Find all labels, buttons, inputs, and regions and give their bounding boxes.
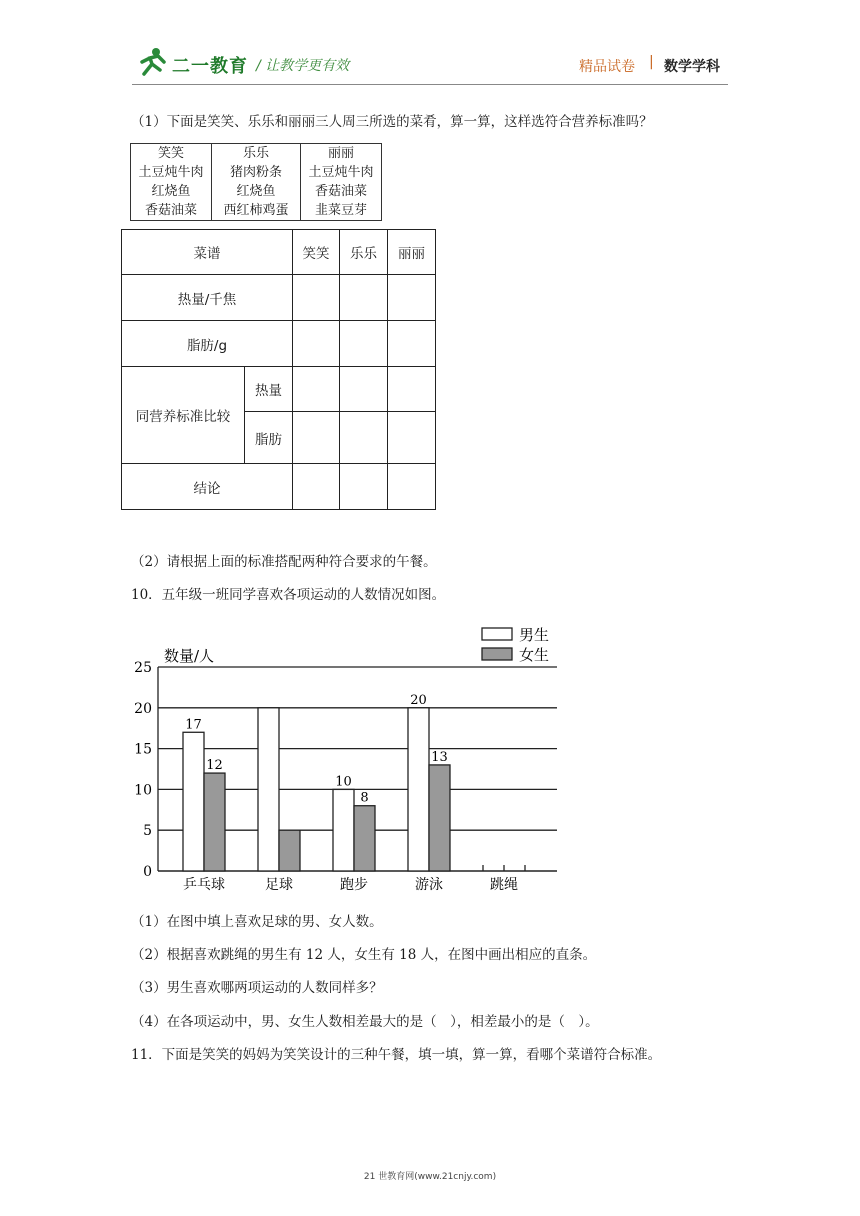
logo-runner-icon <box>136 44 172 78</box>
q10-stem: 10．五年级一班同学喜欢各项运动的人数情况如图。 <box>131 587 446 603</box>
table-cell[interactable] <box>340 367 388 412</box>
header-rule <box>132 84 728 85</box>
table-person-lele: 乐乐 <box>340 230 388 275</box>
y-tick-label: 5 <box>143 823 152 840</box>
table-cell[interactable] <box>388 464 436 510</box>
row-compare-label: 同营养标准比较 <box>122 367 245 464</box>
bar-boys <box>408 708 429 871</box>
sub-fat-label: 脂肪 <box>245 412 293 464</box>
table-cell[interactable] <box>293 464 340 510</box>
q10-question-1: （1）在图中填上喜欢足球的男、女人数。 <box>131 914 383 930</box>
table-cell[interactable] <box>293 321 340 367</box>
bar-girls <box>429 765 450 871</box>
bar-boys <box>333 789 354 871</box>
y-tick-label: 25 <box>134 660 152 676</box>
table-header-cell: 菜谱 <box>122 230 293 275</box>
y-tick-label: 10 <box>134 782 152 799</box>
brand-name: 二一教育 <box>172 56 248 77</box>
q9-part1: （1）下面是笑笑、乐乐和丽丽三人周三所选的菜肴，算一算，这样选符合营养标准吗？ <box>131 114 653 130</box>
x-tick-label: 乒乓球 <box>183 877 225 893</box>
table-cell[interactable] <box>340 275 388 321</box>
table-cell[interactable] <box>293 275 340 321</box>
bar-value-label: 20 <box>410 692 427 708</box>
q10-question-3: （3）男生喜欢哪两项运动的人数同样多？ <box>131 980 383 996</box>
page-footer: 21 世教育网(www.21cnjy.com) <box>363 1172 497 1182</box>
row-heat-label: 热量/千焦 <box>122 275 293 321</box>
x-tick-label: 游泳 <box>415 877 443 893</box>
row-conclusion-label: 结论 <box>122 464 293 510</box>
legend-label-boys: 男生 <box>519 626 550 644</box>
table-cell[interactable] <box>293 412 340 464</box>
table-person-xiaoxiao: 笑笑 <box>293 230 340 275</box>
header-right-label: 精品试卷 <box>579 59 635 75</box>
nutrition-table <box>121 229 436 510</box>
x-tick-label: 跑步 <box>340 877 368 893</box>
legend-swatch-girls <box>482 648 512 660</box>
bar-value-label: 12 <box>206 758 223 774</box>
table-cell[interactable] <box>388 275 436 321</box>
table-cell[interactable] <box>388 412 436 464</box>
chart-legend <box>482 626 549 664</box>
menu-lele: 乐乐 猪肉粉条 红烧鱼 西红柿鸡蛋 <box>212 144 301 221</box>
x-tick-label: 跳绳 <box>490 877 518 893</box>
q11-stem: 11．下面是笑笑的妈妈为笑笑设计的三种午餐，填一填，算一算，看哪个菜谱符合标准。 <box>131 1047 662 1063</box>
y-tick-label: 0 <box>143 864 152 880</box>
bar-value-label: 8 <box>360 790 369 806</box>
table-person-lili: 丽丽 <box>388 230 436 275</box>
header-subject: 数学学科 <box>664 59 720 75</box>
bar-value-label: 17 <box>185 717 202 733</box>
sports-bar-chart <box>120 620 570 900</box>
q9-part2: （2）请根据上面的标准搭配两种符合要求的午餐。 <box>131 554 437 570</box>
table-cell[interactable] <box>388 321 436 367</box>
y-axis-label: 数量/人 <box>164 647 215 665</box>
legend-label-girls: 女生 <box>519 646 550 664</box>
brand-slogan: / 让教学更有效 <box>256 58 350 74</box>
table-cell[interactable] <box>340 321 388 367</box>
bar-girls <box>204 773 225 871</box>
table-cell[interactable] <box>293 367 340 412</box>
bar-girls <box>279 830 300 871</box>
sub-heat-label: 热量 <box>245 367 293 412</box>
table-cell[interactable] <box>340 412 388 464</box>
bar-value-label: 13 <box>431 749 448 765</box>
menu-table <box>130 143 382 221</box>
q10-question-2: （2）根据喜欢跳绳的男生有 12 人，女生有 18 人，在图中画出相应的直条。 <box>131 947 597 963</box>
row-fat-label: 脂肪/g <box>122 321 293 367</box>
menu-lili: 丽丽 土豆炖牛肉 香菇油菜 韭菜豆芽 <box>301 144 382 221</box>
bar-girls <box>354 806 375 871</box>
x-tick-label: 足球 <box>265 877 293 893</box>
y-tick-label: 15 <box>134 741 152 758</box>
table-cell[interactable] <box>388 367 436 412</box>
bar-boys <box>183 732 204 871</box>
q10-question-4: （4）在各项运动中，男、女生人数相差最大的是（ ），相差最小的是（ ）。 <box>131 1014 599 1030</box>
legend-swatch-boys <box>482 628 512 640</box>
bar-boys <box>258 708 279 871</box>
header-separator: | <box>649 54 654 70</box>
table-cell[interactable] <box>340 464 388 510</box>
menu-xiaoxiao: 笑笑 土豆炖牛肉 红烧鱼 香菇油菜 <box>131 144 212 221</box>
bar-value-label: 10 <box>335 774 352 790</box>
y-tick-label: 20 <box>134 700 152 717</box>
